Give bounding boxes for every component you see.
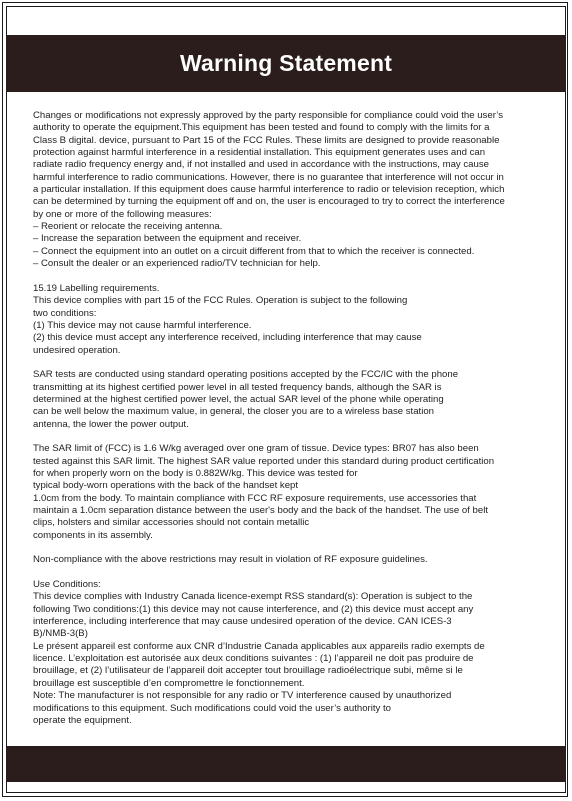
body-text-line: The SAR limit of (FCC) is 1.6 W/kg averaged over one gram of tissue. Device types: BR07 has also been: [33, 443, 479, 455]
warning-body: [33, 110, 549, 727]
body-text-line: Class B digital. device, pursuant to Part 15 of the FCC Rules. These limits are designed to provide reasonable: [33, 134, 500, 146]
body-text-line: Changes or modifications not expressly approved by the party responsible for compliance could void the user’s: [33, 110, 503, 121]
body-text-line: Use Conditions:: [33, 579, 101, 591]
body-text-line: operate the equipment.: [33, 714, 132, 726]
body-text-line: Le présent appareil est conforme aux CNR d’Industrie Canada applicables aux appareils radio exempts de: [33, 640, 485, 652]
body-text-line: can be well below the maximum value, in general, the closer you are to a wireless base station: [33, 406, 435, 418]
body-text-line: (2) this device must accept any interference received, including interference that may cause: [33, 332, 422, 344]
body-text-line: by one or more of the following measures:: [33, 208, 212, 220]
paragraph-gap: [33, 431, 549, 443]
body-text-line: B)/NMB-3(B): [33, 628, 88, 640]
body-text-line: authority to operate the equipment.This equipment has been tested and found to comply with the limits for a: [33, 122, 490, 134]
paragraph-gap: [33, 567, 549, 579]
body-text-line: a particular installation. If this equipment does cause harmful interference to radio or television reception, which: [33, 184, 505, 196]
body-text-line: licence. L’exploitation est autorisée aux deux conditions suivantes : (1) l’appareil ne doit pas produire de: [33, 653, 474, 665]
paragraph-gap: [33, 357, 549, 369]
paragraph-gap: [33, 270, 549, 282]
body-text-line: – Connect the equipment into an outlet on a circuit different from that to which the receiver is connected.: [33, 245, 475, 257]
body-text-line: tested against this SAR limit. The highest SAR value reported under this standard during product certification: [33, 455, 495, 467]
page-title: Warning Statement: [179, 50, 393, 76]
body-text-line: following Two conditions:(1) this device may not cause interference, and (2) this device must accept any: [33, 603, 474, 615]
body-text-line: SAR tests are conducted using standard operating positions accepted by the FCC/IC with the phone: [33, 369, 459, 381]
body-text-line: Note: The manufacturer is not responsible for any radio or TV interference caused by unauthorized: [33, 690, 452, 702]
title-banner: [6, 35, 566, 92]
body-text-line: clips, holsters and similar accessories should not contain metallic: [33, 517, 310, 529]
body-text-line: interference, including interference that may cause undesired operation of the device. CAN ICES-3: [33, 616, 452, 628]
body-text-line: two conditions:: [33, 307, 97, 319]
body-text-line: 15.19 Labelling requirements.: [33, 282, 160, 294]
body-text-line: maintain a 1.0cm separation distance between the user's body and the back of the handset. The use of belt: [33, 505, 488, 516]
body-text-line: determined at the highest certified power level, the actual SAR level of the phone while operating: [33, 393, 444, 405]
footer-banner: [6, 746, 566, 782]
body-text-line: – Consult the dealer or an experienced radio/TV technician for help.: [33, 258, 321, 270]
body-text-line: undesired operation.: [33, 344, 121, 356]
body-text-line: This device complies with part 15 of the FCC Rules. Operation is subject to the following: [33, 295, 408, 307]
body-text-line: – Reorient or relocate the receiving antenna.: [33, 221, 223, 233]
body-text-line: typical body-worn operations with the back of the handset kept: [33, 480, 299, 492]
body-text-line: brouillage est susceptible d’en compromettre le fonctionnement.: [33, 677, 305, 689]
body-text-line: antenna, the lower the power output.: [33, 418, 189, 430]
body-text-line: Non-compliance with the above restrictions may result in violation of RF exposure guidelines.: [33, 554, 428, 566]
body-text-line: components in its assembly.: [33, 529, 153, 541]
body-text-line: modifications to this equipment. Such modifications could void the user’s authority to: [33, 702, 392, 714]
body-text-line: radiate radio frequency energy and, if not installed and used in accordance with the instructions, may cause: [33, 159, 489, 171]
body-text-line: protection against harmful interference in a residential installation. This equipment generates uses and can: [33, 147, 486, 159]
body-text-line: – Increase the separation between the equipment and receiver.: [33, 233, 302, 245]
body-text-line: for when properly worn on the body is 0.882W/kg. This device was tested for: [33, 467, 358, 479]
body-text-line: harmful interference to radio communications. However, there is no guarantee that interference will not occur in: [33, 171, 504, 183]
body-text-line: brouillage, et (2) l’utilisateur de l’appareil doit accepter tout brouillage radioélectrique subi, même si le: [33, 665, 463, 677]
body-text-line: 1.0cm from the body. To maintain compliance with FCC RF exposure requirements, use accessories that: [33, 492, 477, 504]
body-text-line: (1) This device may not cause harmful interference.: [33, 319, 252, 331]
body-text-line: This device complies with Industry Canada licence-exempt RSS standard(s): Operation is subject to the: [33, 591, 473, 603]
body-text-line: can be determined by turning the equipment off and on, the user is encouraged to try to correct the interference: [33, 196, 505, 208]
paragraph-gap: [33, 542, 549, 554]
body-text-line: transmitting at its highest certified power level in all tested frequency bands, although the SAR is: [33, 381, 442, 393]
